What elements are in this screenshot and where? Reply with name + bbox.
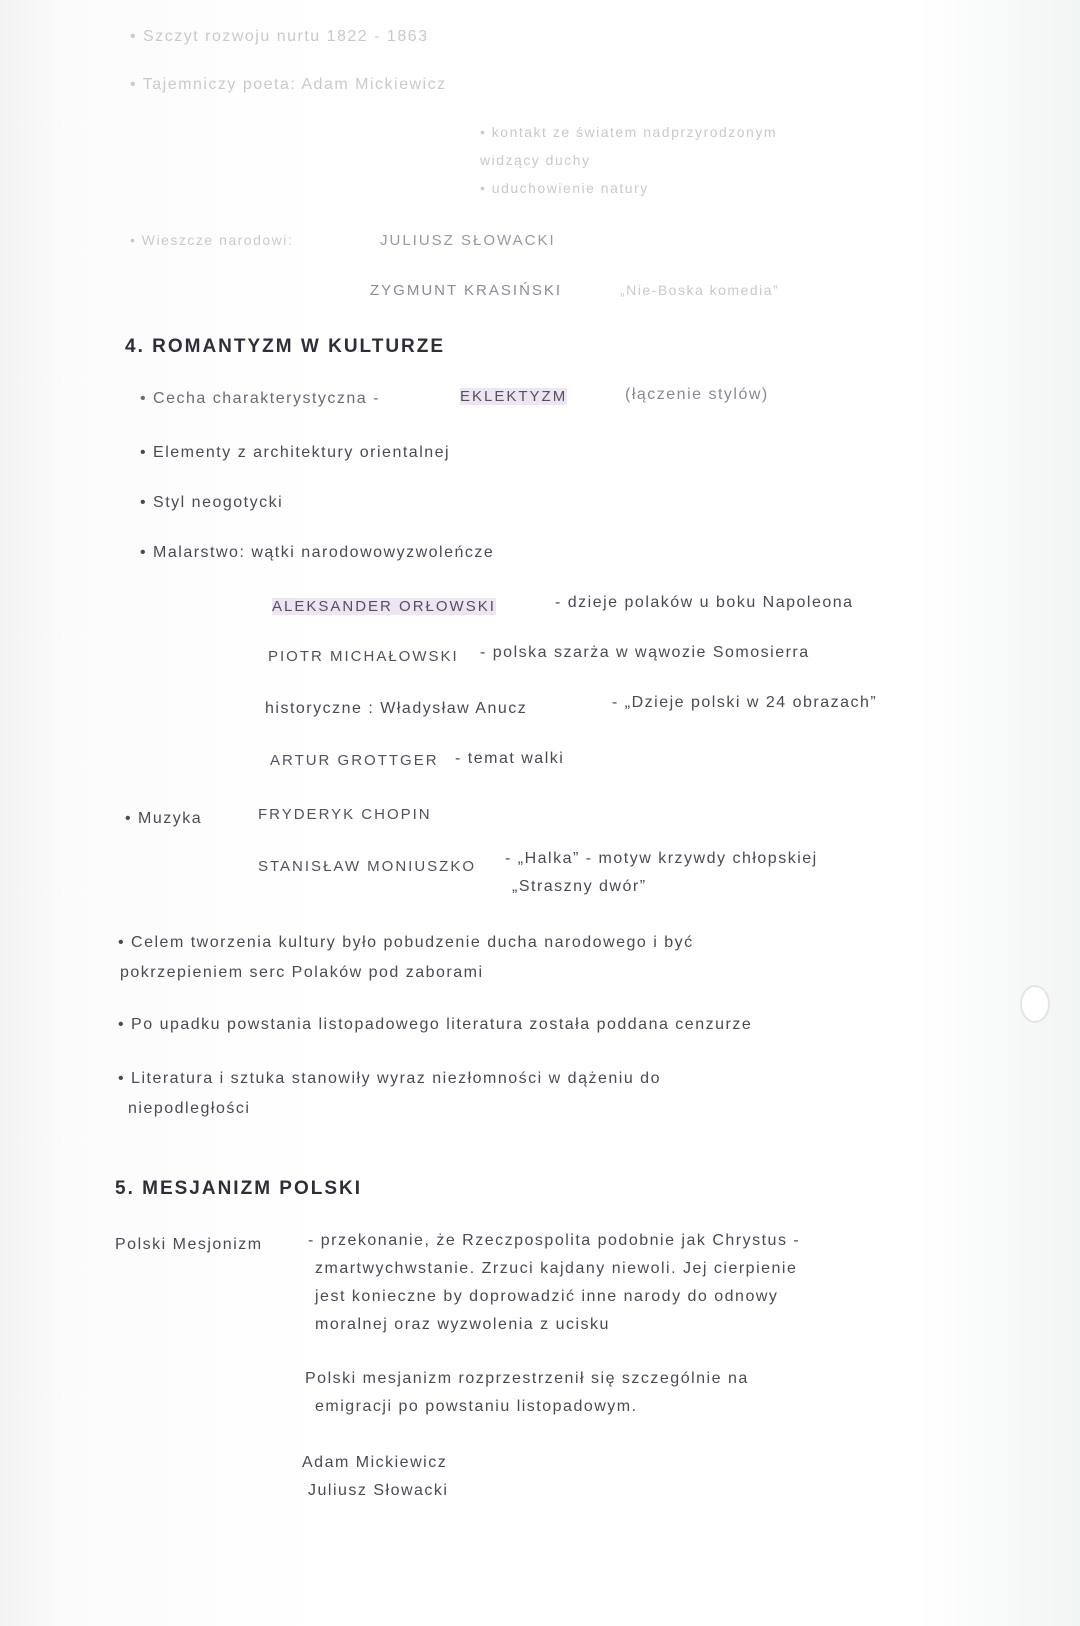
paragraph: • Celem tworzenia kultury było pobudzenie ducha narodowego i być [118,934,694,951]
bullet-text: • Styl neogotycki [140,494,284,511]
definition: jest konieczne by doprowadzić inne narody do odnowy [315,1288,779,1305]
paragraph: Polski mesjanizm rozprzestrzenił się szczególnie na [305,1370,749,1387]
bullet-text: • Muzyka [125,810,203,827]
faint-line: • Szczyt rozwoju nurtu 1822 - 1863 [130,28,429,45]
wieszcz-name: ZYGMUNT KRASIŃSKI [370,282,563,299]
definition: moralnej oraz wyzwolenia z ucisku [315,1316,610,1333]
faint-line: • Tajemniczy poeta: Adam Mickiewicz [130,76,447,93]
painter-desc: - polska szarża w wąwozie Somosierra [480,644,810,661]
faint-line: • uduchowienie natury [480,180,649,196]
painter-desc: - „Dzieje polski w 24 obrazach” [612,694,878,711]
paragraph: • Po upadku powstania listopadowego literatura została poddana cenzurze [118,1016,753,1033]
definition: zmartwychwstanie. Zrzuci kajdany niewoli. Jej cierpienie [315,1260,798,1277]
painter-desc: - temat walki [455,750,565,767]
bullet-text: • Cecha charakterystyczna - [140,390,380,407]
paragraph: emigracji po powstaniu listopadowym. [315,1398,638,1415]
punch-hole [1020,985,1050,1023]
bullet-text: • Malarstwo: wątki narodowowyzwoleńcze [140,544,495,561]
composer-work: „Straszny dwór” [512,878,647,895]
term: Polski Mesjonizm [115,1236,263,1253]
composer-name: STANISŁAW MONIUSZKO [258,858,477,875]
painter-name: historyczne : Władysław Anucz [265,700,528,717]
wieszcze-label: • Wieszcze narodowi: [130,232,294,248]
section-heading: 4. ROMANTYZM W KULTURZE [125,336,446,357]
bullet-text: • Elementy z architektury orientalnej [140,444,451,461]
paragraph: pokrzepieniem serc Polaków pod zaborami [120,964,484,981]
paragraph: • Literatura i sztuka stanowiły wyraz niezłomności w dążeniu do [118,1070,661,1087]
painter-desc: - dzieje polaków u boku Napoleona [555,594,854,611]
painter-name: ARTUR GROTTGER [270,752,439,769]
work-title: „Nie-Boska komedia” [620,282,780,298]
author-name: Juliusz Słowacki [308,1482,449,1499]
faint-line: • kontakt ze światem nadprzyrodzonym [480,124,778,140]
painter-name: PIOTR MICHAŁOWSKI [268,648,459,665]
composer-work: - „Halka” - motyw krzywdy chłopskiej [505,850,818,867]
note: (łączenie stylów) [625,386,769,403]
definition: - przekonanie, że Rzeczpospolita podobnie jak Chrystus - [308,1232,801,1249]
painter-name: ALEKSANDER ORŁOWSKI [272,598,496,615]
author-name: Adam Mickiewicz [302,1454,448,1471]
wieszcz-name: JULIUSZ SŁOWACKI [380,232,556,249]
section-heading: 5. MESJANIZM POLSKI [115,1178,363,1199]
paragraph: niepodległości [128,1100,251,1117]
faint-line: widzący duchy [480,152,591,168]
highlighted-term: EKLEKTYZM [460,388,568,405]
composer-name: FRYDERYK CHOPIN [258,806,432,823]
